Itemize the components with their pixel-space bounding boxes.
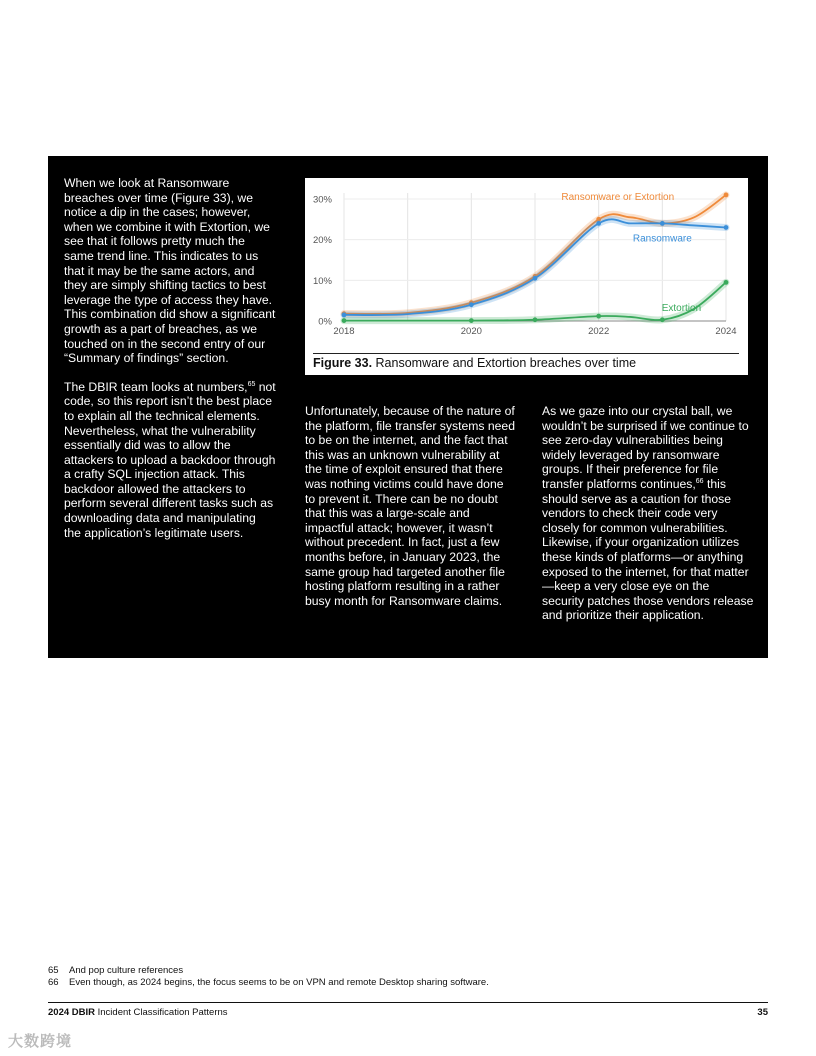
y-tick-label: 20% xyxy=(312,235,332,247)
y-tick-label: 30% xyxy=(312,194,332,206)
text-column-3 xyxy=(542,404,754,623)
paragraph-ransomware-trend: When we look at Ransomware breaches over time (Figure 33), we notice a dip in the cases; however, when we combine it with Extortion, we see that it follows pretty much the same trend line. This indicates to us that it may be the same actors, and they are simply shifting tactics to best leverage the type of access they have. This combination did show a significant growth as a part of breaches, as we touched on in the second entry of our “Summary of findings” section. xyxy=(64,176,276,366)
figure-33 xyxy=(305,178,748,375)
content-panel xyxy=(48,156,768,658)
x-tick-label: 2024 xyxy=(715,326,737,337)
x-tick-label: 2022 xyxy=(588,326,610,337)
data-point xyxy=(533,317,538,322)
y-tick-label: 10% xyxy=(312,275,332,287)
footnote-66 xyxy=(48,977,768,989)
data-point xyxy=(596,221,601,226)
data-point xyxy=(660,221,665,226)
footnotes xyxy=(48,965,768,989)
caption-divider xyxy=(313,353,739,354)
footnote-number: 66 xyxy=(48,977,59,988)
data-point xyxy=(342,318,347,323)
data-point xyxy=(724,225,729,230)
footer-title xyxy=(48,1007,228,1018)
series-label: Ransomware or Extortion xyxy=(561,192,675,203)
figure-label: Figure 33. xyxy=(313,356,373,370)
x-tick-label: 2020 xyxy=(460,326,482,337)
paragraph-text: this should serve as a caution for those vendors to check their code very closely for common vulnerabilities. Likewise, if your organization utilizes these kinds of platforms—or anything exposed to the internet, for that matter—keep a very close eye on the security patches those vendors release and prioritize their application. xyxy=(542,476,754,623)
y-tick-label: 0% xyxy=(318,316,332,328)
data-point xyxy=(724,280,729,285)
paragraph-crystal-ball xyxy=(542,404,754,623)
figure-caption-text: Ransomware and Extortion breaches over time xyxy=(372,356,637,370)
footnote-65 xyxy=(48,965,768,977)
watermark-logo: 大数跨境 xyxy=(8,1033,73,1050)
section-name: Incident Classification Patterns xyxy=(95,1007,228,1018)
report-name: 2024 DBIR xyxy=(48,1007,95,1018)
line-chart xyxy=(305,178,748,353)
data-point xyxy=(469,302,474,307)
paragraph-dbir-numbers xyxy=(64,380,276,541)
data-point xyxy=(469,318,474,323)
figure-caption xyxy=(313,356,636,370)
paragraph-text: As we gaze into our crystal ball, we wouldn’t be surprised if we continue to see zero-day vulnerabilities being widely leveraged by ransomware groups. If their preference for file transfer platforms continues, xyxy=(542,404,749,491)
footnote-ref-65[interactable]: 65 xyxy=(247,380,256,388)
x-tick-label: 2018 xyxy=(333,326,355,337)
paragraph-text: The DBIR team looks at numbers, xyxy=(64,379,248,394)
data-point xyxy=(342,313,347,318)
footer-divider xyxy=(48,1002,768,1003)
page-number: 35 xyxy=(757,1007,768,1018)
text-column-2 xyxy=(305,404,517,608)
footnote-ref-66[interactable]: 66 xyxy=(695,477,704,485)
footnote-text: Even though, as 2024 begins, the focus seems to be on VPN and remote Desktop sharing software. xyxy=(69,977,489,988)
text-column-1 xyxy=(64,176,276,540)
data-point xyxy=(596,314,601,319)
footnote-number: 65 xyxy=(48,965,59,976)
data-point xyxy=(724,193,729,198)
data-point xyxy=(660,317,665,322)
data-point xyxy=(533,276,538,281)
series-label: Ransomware xyxy=(632,233,692,245)
footnote-text: And pop culture references xyxy=(69,965,184,976)
paragraph-file-transfer: Unfortunately, because of the nature of the platform, file transfer systems need to be on the internet, and the fact that this was an unknown vulnerability at the time of exploit ensured that there was nothing victims could have done to prevent it. There can be no doubt that this was a large-scale and impactful attack; however, it wasn’t without precedent. In fact, just a few months before, in January 2023, the same group had targeted another file hosting platform resulting in a rather busy month for Ransomware claims. xyxy=(305,404,515,608)
paragraph-text: not code, so this report isn’t the best place to explain all the technical elements. Nevertheless, what the vulnerability essentially did was to allow the attackers to upload a backdoor through a crafty SQL injection attack. This backdoor allowed the attackers to perform several different tasks such as downloading data and manipulating the application’s legitimate users. xyxy=(64,379,276,540)
series-label: Extortion xyxy=(661,302,702,314)
